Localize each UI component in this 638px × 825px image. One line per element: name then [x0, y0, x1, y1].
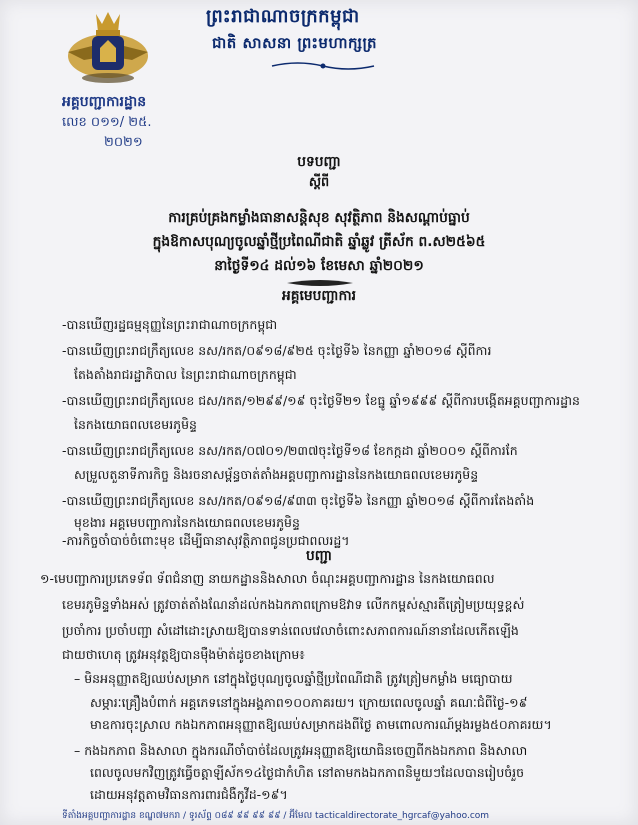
- consideration-line: នៃកងយោធពលខេមរភូមិន្ទ: [74, 417, 197, 432]
- order-line: មាឧការចុះស្រាល កងឯកភាពអនុញ្ញាតឱ្យឈប់សម្រាកដងពីថ្ងៃ តាមពោលការណ៍ម្តងរម្លង៥០ភាគរយ។: [90, 717, 552, 732]
- director-heading: អគ្គមេបញ្ជាការ: [281, 288, 357, 304]
- consideration-line: -ភារកិច្ចចាំបាច់ចំពោះមុខ ដើម្បីធានាសុវត្ថិភាពជូនប្រជាពលរដ្ឋ។: [62, 533, 350, 548]
- order-line: ជាយថាហេតុ ត្រូវអនុវត្តឱ្យបានម៉ឺងម៉ាត់ដូចខាងក្រោម៖: [62, 647, 305, 662]
- consideration-line: សម្រួលតួនាទីភារកិច្ច និងរចនាសម្ព័ន្ធចាត់តាំងអគ្គបញ្ជាការដ្ឋាននៃកងយោធពលខេមរភូមិន្ទ: [74, 467, 479, 482]
- consideration-line: តែងតាំងរាជរដ្ឋាភិបាល នៃព្រះរាជាណាចក្រកម្ពុជា: [74, 367, 297, 382]
- consideration-line: -បានឃើញរដ្ឋធម្មនុញ្ញនៃព្រះរាជាណាចក្រកម្ពុជា: [62, 317, 278, 332]
- directorate-emblem-icon: [62, 6, 154, 88]
- kingdom-title: ព្រះរាជាណាចក្រកម្ពុជា: [206, 6, 360, 27]
- document-year: ២០២១: [104, 135, 143, 150]
- consideration-line: -បានឃើញព្រះរាជក្រឹត្យលេខ នស/រកត/០៩១៨/៩៣៣ ចុះថ្ងៃទី៦ នៃកញ្ញា ឆ្នាំ២០១៨ ស្តីពីការតែងតាំង: [62, 493, 535, 508]
- order-line: – កងឯកភាព និងសាលា ក្នុងករណីចាំបាច់ដែលត្រូវអនុញ្ញាតឱ្យយោធិនចេញពីកងឯកភាព និងសាលា: [74, 743, 528, 758]
- order-line: ពេលចូលមកវិញត្រូវធ្វើចត្តាឡីស័ក១៤ថ្ងៃជាកំហិត នៅតាមកងឯកភាពនិមួយៗដែលបានរៀបចំរួច: [90, 765, 525, 780]
- subject-line-1: ការគ្រប់គ្រងកម្លាំងធានាសន្តិសុខ សុវត្ថិភាព និងសណ្តាប់ធ្នាប់: [168, 210, 470, 226]
- directorate-name: អគ្គបញ្ជាការដ្ឋាន: [62, 94, 147, 110]
- consideration-line: មុខងារ អគ្គមេបញ្ជាការនៃកងយោធពលខេមរភូមិន្ទ: [74, 515, 300, 530]
- order-line: ដោយអនុវត្តតាមវិធានការពារជំងឺកូវីដ-១៩។: [90, 787, 288, 802]
- subject-line-2: ក្នុងឱកាសបុណ្យចូលឆ្នាំថ្មីប្រពៃណីជាតិ ឆ្នាំឆ្លូវ ត្រីស័ក ព.ស២៥៦៥: [152, 234, 486, 250]
- document-type-heading: បទបញ្ជា: [297, 154, 341, 170]
- order-line: – មិនអនុញ្ញាតឱ្យឈប់សម្រាក នៅក្នុងថ្ងៃបុណ្យចូលឆ្នាំថ្មីប្រពៃណីជាតិ ត្រូវត្រៀមកម្លាំង មធ្យោបាយ: [74, 671, 513, 686]
- footer-contact: ទីតាំងអគ្គបញ្ជាការដ្ឋាន ខណ្ឌ៧មករា / ទូរស័ព្ទ ០៨៩ ៩៩ ៩៩ ៩៩ / អ៊ីមែល tacticaldirectorate_hgrcaf@yahoo.com: [62, 811, 490, 821]
- order-line: ប្រចាំការ ប្រចាំបញ្ជា សំដៅដោះស្រាយឱ្យបានទាន់ពេលវេលាចំពោះសភាពការណ៍នានាដែលកើតឡើង: [62, 623, 519, 638]
- document-number: លេខ ០១១/ ២៥.: [62, 115, 152, 130]
- order-line: ខេមរភូមិន្ទទាំងអស់ ត្រូវចាត់តាំងណែនាំដល់កងឯកភាពក្រោមឱវាទ លើកកម្ពស់ស្មារតីត្រៀមប្រយុទ្ធខ្ពស់: [62, 597, 525, 612]
- consideration-line: -បានឃើញព្រះរាជក្រឹត្យលេខ ជស/រកត/១២៩៩/១៩ ចុះថ្ងៃទី២១ ខែធ្នូ ឆ្នាំ១៩៩៩ ស្តីពីការបង្កើតអគ្គបញ្ជាការដ្ឋាន: [62, 393, 580, 408]
- subject-line-3: នាថ្ងៃទី១៤ ដល់១៦ ខែមេសា ឆ្នាំ២០២១: [214, 258, 424, 274]
- national-motto: ជាតិ សាសនា ព្រះមហាក្សត្រ: [212, 34, 377, 52]
- consideration-line: -បានឃើញព្រះរាជក្រឹត្យលេខ នស/រកត/០៩១៨/៩២៥ ចុះថ្ងៃទី៦ នៃកញ្ញា ឆ្នាំ២០១៨ ស្តីពីការ: [62, 343, 492, 358]
- consideration-line: -បានឃើញព្រះរាជក្រឹត្យលេខ នស/រកត/០៧០១/២៣៧ចុះថ្ងៃទី១៨ ខែកក្កដា ឆ្នាំ២០០១ ស្តីពីការកែ: [62, 443, 518, 458]
- order-heading: បញ្ជា: [306, 548, 332, 564]
- about-label: ស្តីពី: [308, 175, 330, 190]
- royal-ornament-icon: [268, 60, 378, 72]
- order-line: សម្ភារៈគ្រឿងបំពាក់ អគ្គភេទនៅក្នុងអង្គភាព១០០ភាគរយ។ ក្រោយពេលចូលឆ្នាំ គណៈជំពីថ្ងៃ-១៩: [90, 695, 528, 710]
- order-line: ១-មេបញ្ជាការប្រភេទទ័ព ទ័ពជំនាញ នាយកដ្ឋាននិងសាលា ចំណុះអគ្គបញ្ជាការដ្ឋាន នៃកងយោធពល: [40, 571, 495, 586]
